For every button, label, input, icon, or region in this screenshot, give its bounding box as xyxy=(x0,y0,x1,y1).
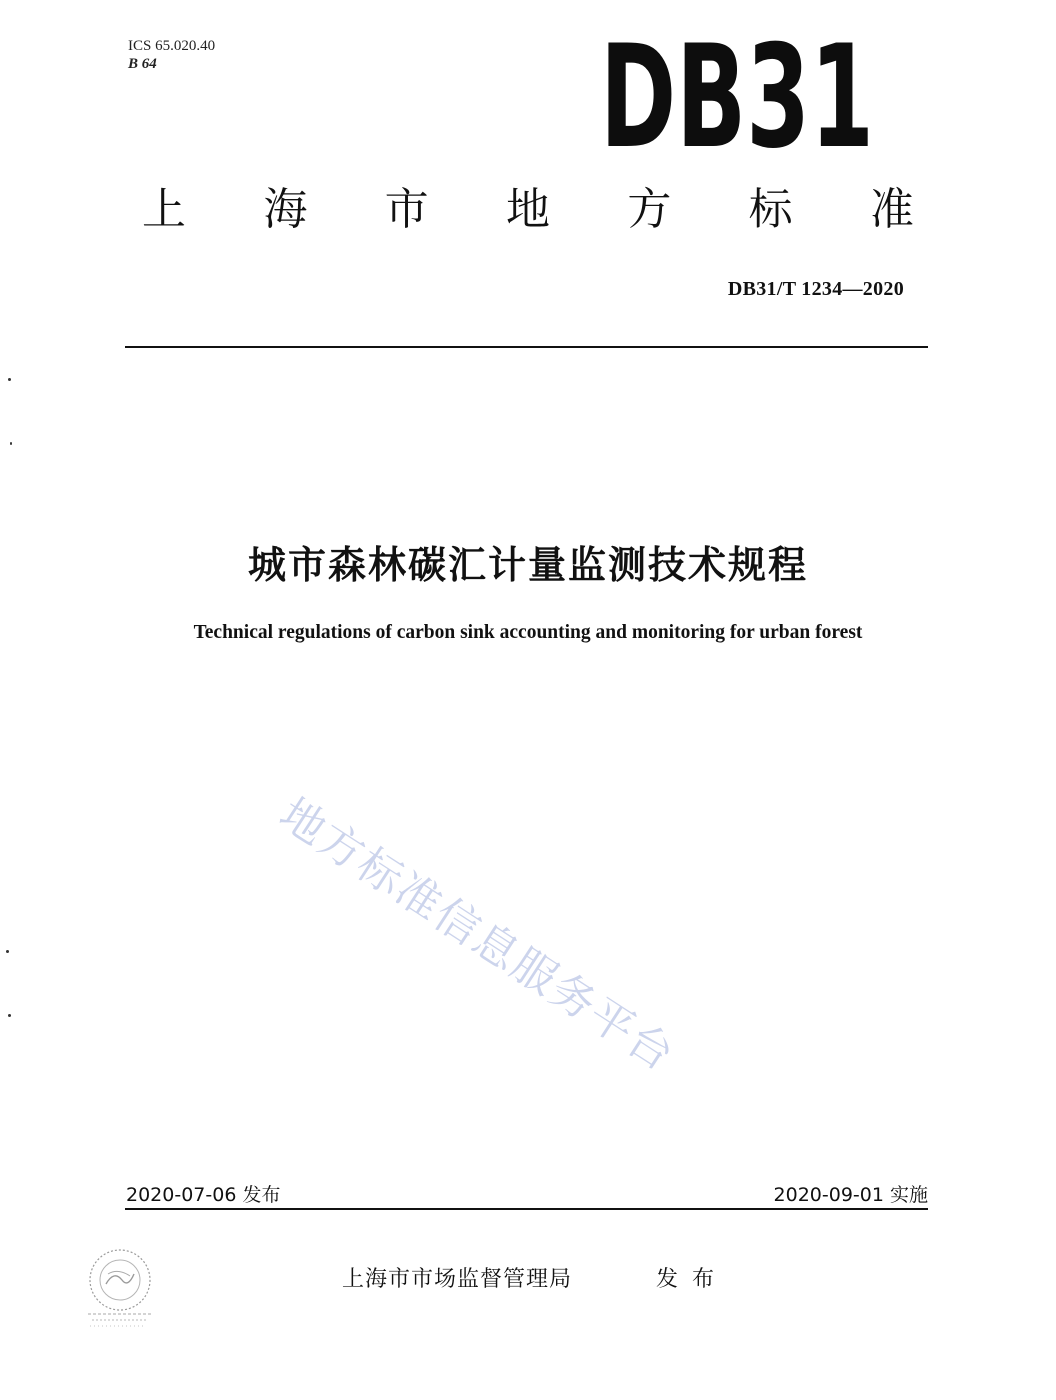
ics-code: ICS 65.020.40 xyxy=(128,38,216,54)
standard-type-char: 上 xyxy=(142,184,186,235)
standard-type-char: 标 xyxy=(748,184,793,235)
db31-logo-text: DB31 xyxy=(600,15,874,180)
ccs-code: B 64 xyxy=(128,56,157,72)
top-divider xyxy=(125,346,928,348)
db31-logo xyxy=(598,15,878,180)
scan-speck xyxy=(6,950,9,953)
issue-date: 2020-07-06 发布 xyxy=(126,1184,281,1206)
publisher-name: 上海市市场监督管理局 xyxy=(342,1267,573,1292)
standard-type-char: 市 xyxy=(384,184,429,235)
standard-type-char: 方 xyxy=(627,184,672,235)
standard-type-heading xyxy=(142,180,914,240)
title-english: Technical regulations of carbon sink accounting and monitoring for urban forest xyxy=(193,622,863,643)
seal-icon xyxy=(80,1244,160,1330)
standard-type-char: 海 xyxy=(263,184,308,235)
standard-type-char: 地 xyxy=(505,184,550,235)
title-chinese: 城市森林碳汇计量监测技术规程 xyxy=(247,543,808,587)
bottom-divider xyxy=(125,1208,928,1210)
standard-type-char: 准 xyxy=(869,184,914,235)
scan-speck xyxy=(8,378,11,381)
watermark-text: 地方标准信息服务平台 xyxy=(270,788,685,1082)
standard-number: DB31/T 1234—2020 xyxy=(727,278,904,300)
implementation-date: 2020-09-01 实施 xyxy=(773,1184,928,1206)
publish-label: 发布 xyxy=(656,1267,729,1292)
scan-speck xyxy=(10,442,12,445)
scan-speck xyxy=(8,1014,11,1017)
